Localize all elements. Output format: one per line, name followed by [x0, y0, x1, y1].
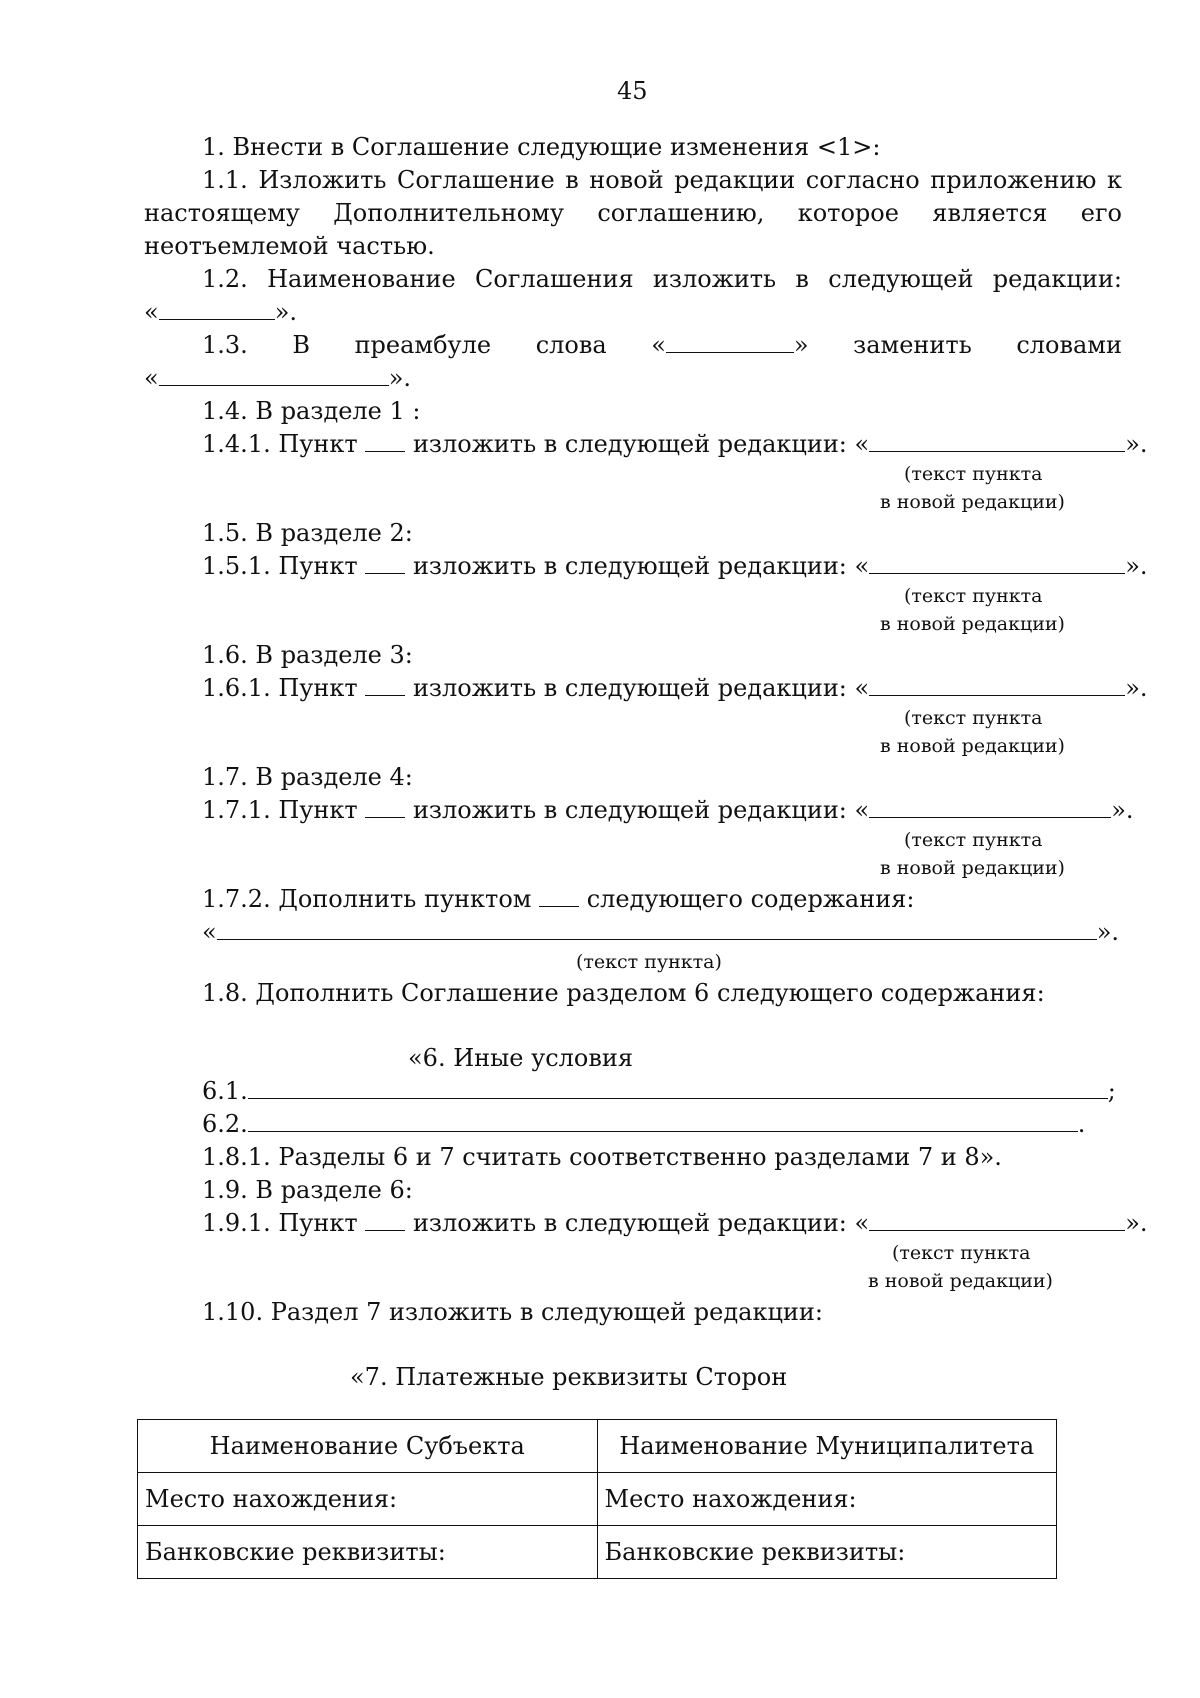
- section-heading: 1.6. В разделе 3:: [202, 641, 413, 669]
- payment-requisites-table: [137, 1419, 1057, 1579]
- item-note-line-2: в новой редакции): [880, 491, 1065, 513]
- item-text-blank: [869, 795, 1111, 818]
- paragraph-1-7-2: 1.7.2. Дополнить пунктом следующего содержания:: [202, 885, 915, 913]
- new-words-blank: [159, 363, 389, 386]
- item-number-blank: [365, 1208, 405, 1231]
- table-cell: Место нахождения:: [597, 1473, 1057, 1526]
- item-text-blank: [869, 429, 1125, 452]
- item-note-line-1: (текст пункта: [904, 463, 1043, 485]
- page-number: 45: [617, 77, 648, 105]
- item-text-blank: [869, 1208, 1125, 1231]
- paragraph-1-1-line-1: 1.1. Изложить Соглашение в новой редакции согласно приложению к: [202, 166, 1122, 194]
- section-item: 1.6.1. Пункт изложить в следующей редакции: « ».: [202, 674, 1148, 702]
- item-note: (текст пункта): [576, 951, 722, 973]
- table-row: [138, 1473, 1057, 1526]
- section-6-title: «6. Иные условия: [408, 1044, 633, 1072]
- name-blank: [159, 297, 275, 320]
- section-item: 1.7.1. Пункт изложить в следующей редакции: « ».: [202, 796, 1134, 824]
- table-header-cell: Наименование Субъекта: [138, 1420, 598, 1473]
- item-number-blank: [365, 551, 405, 574]
- paragraph-1-8-1: 1.8.1. Разделы 6 и 7 считать соответственно разделами 7 и 8».: [202, 1143, 1002, 1171]
- table-cell: Место нахождения:: [138, 1473, 598, 1526]
- item-number-blank: [365, 795, 405, 818]
- section-heading: 1.5. В разделе 2:: [202, 519, 413, 547]
- section-item: 1.9.1. Пункт изложить в следующей редакции: « ».: [202, 1209, 1148, 1237]
- table-row: [138, 1526, 1057, 1579]
- paragraph-1: 1. Внести в Соглашение следующие изменения <1>:: [202, 133, 881, 161]
- table-header-cell: Наименование Муниципалитета: [597, 1420, 1057, 1473]
- item-6-1-blank: [248, 1076, 1108, 1099]
- section-heading: 1.7. В разделе 4:: [202, 763, 413, 791]
- paragraph-1-1-line-3: неотъемлемой частью.: [144, 232, 435, 260]
- item-text-blank: [869, 551, 1125, 574]
- section-heading: 1.4. В разделе 1 :: [202, 397, 421, 425]
- old-words-blank: [666, 330, 794, 353]
- paragraph-1-2-line-2: « ».: [144, 298, 297, 326]
- item-note-line-2: в новой редакции): [880, 857, 1065, 879]
- item-number-blank: [365, 429, 405, 452]
- item-note-line-2: в новой редакции): [880, 735, 1065, 757]
- item-6-2-blank: [248, 1109, 1078, 1132]
- table-header-row: [138, 1420, 1057, 1473]
- item-number-blank: [539, 884, 579, 907]
- section-heading: 1.9. В разделе 6:: [202, 1176, 413, 1204]
- paragraph-1-3-line-1: 1.3. В преамбуле слова « » заменить словами: [202, 331, 1122, 359]
- item-text-blank: [869, 673, 1125, 696]
- paragraph-1-8: 1.8. Дополнить Соглашение разделом 6 следующего содержания:: [202, 979, 1045, 1007]
- item-note-line-1: (текст пункта: [904, 707, 1043, 729]
- item-6-2: 6.2. .: [202, 1110, 1086, 1138]
- item-note-line-1: (текст пункта: [892, 1242, 1031, 1264]
- item-note-line-1: (текст пункта: [904, 829, 1043, 851]
- item-text-blank: [217, 917, 1097, 940]
- paragraph-1-2-line-1: 1.2. Наименование Соглашения изложить в следующей редакции:: [202, 265, 1122, 293]
- table-cell: Банковские реквизиты:: [138, 1526, 598, 1579]
- paragraph-1-3-line-2: « ».: [144, 364, 411, 392]
- item-6-1: 6.1. ;: [202, 1077, 1116, 1105]
- item-note-line-1: (текст пункта: [904, 585, 1043, 607]
- section-7-title: «7. Платежные реквизиты Сторон: [350, 1363, 788, 1391]
- paragraph-1-7-2-text-line: « ».: [202, 918, 1119, 946]
- item-number-blank: [365, 673, 405, 696]
- item-note-line-2: в новой редакции): [880, 613, 1065, 635]
- paragraph-1-1-line-2: настоящему Дополнительному соглашению, которое является его: [144, 199, 1122, 227]
- section-item: 1.5.1. Пункт изложить в следующей редакции: « ».: [202, 552, 1148, 580]
- section-item: 1.4.1. Пункт изложить в следующей редакции: « ».: [202, 430, 1148, 458]
- paragraph-1-10: 1.10. Раздел 7 изложить в следующей редакции:: [202, 1298, 823, 1326]
- table-cell: Банковские реквизиты:: [597, 1526, 1057, 1579]
- item-note-line-2: в новой редакции): [868, 1270, 1053, 1292]
